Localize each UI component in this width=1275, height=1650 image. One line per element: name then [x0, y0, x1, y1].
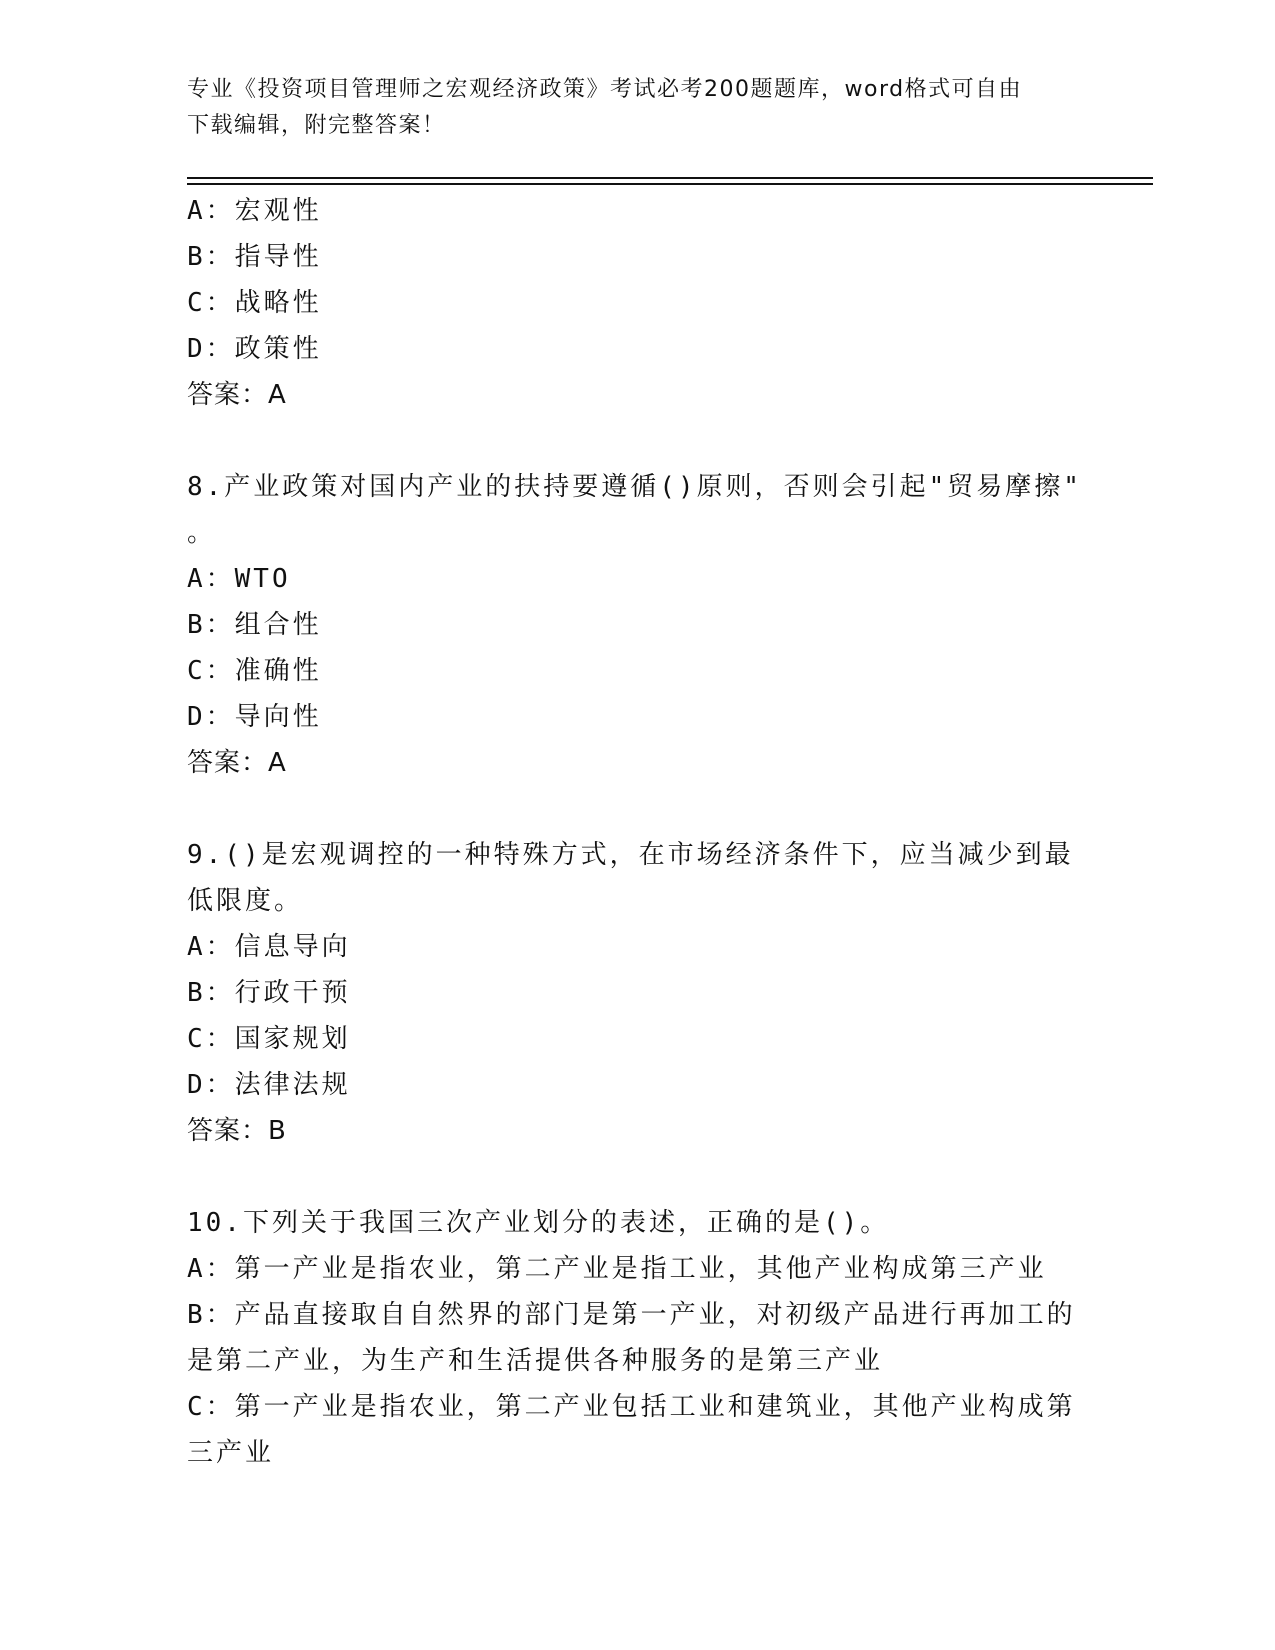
option-b: B：指导性 — [187, 242, 322, 272]
option-c: C：第一产业是指农业，第二产业包括工业和建筑业，其他产业构成第 — [187, 1392, 1076, 1422]
option-d: D：政策性 — [187, 334, 322, 364]
question-stem-continued: 低限度。 — [187, 886, 304, 916]
question-10 — [187, 1200, 1087, 1476]
option-d: D：法律法规 — [187, 1070, 351, 1100]
header-rule-top — [187, 177, 1153, 179]
option-a: A：信息导向 — [187, 932, 351, 962]
spacer — [187, 786, 1087, 832]
option-c: C：国家规划 — [187, 1024, 351, 1054]
answer: 答案：B — [187, 1116, 287, 1146]
spacer — [187, 418, 1087, 464]
option-d: D：导向性 — [187, 702, 322, 732]
question-8 — [187, 464, 1087, 786]
header-line-1: 专业《投资项目管理师之宏观经济政策》考试必考200题题库，word格式可自由 — [187, 77, 1023, 102]
option-a: A：宏观性 — [187, 196, 322, 226]
question-stem: 10.下列关于我国三次产业划分的表述，正确的是()。 — [187, 1208, 890, 1238]
option-c-continued: 三产业 — [187, 1438, 275, 1468]
option-c: C：战略性 — [187, 288, 322, 318]
question-stem-continued: 。 — [187, 518, 217, 548]
question-9 — [187, 832, 1087, 1154]
answer: 答案：A — [187, 380, 287, 410]
option-b: B：行政干预 — [187, 978, 351, 1008]
header-rule-bottom — [187, 183, 1153, 185]
question-stem: 8.产业政策对国内产业的扶持要遵循()原则，否则会引起"贸易摩擦" — [187, 472, 1082, 502]
question-7 — [187, 188, 1087, 418]
question-list — [187, 188, 1087, 1476]
option-a: A：第一产业是指农业，第二产业是指工业，其他产业构成第三产业 — [187, 1254, 1047, 1284]
header-line-2: 下载编辑，附完整答案！ — [187, 113, 446, 138]
option-b: B：组合性 — [187, 610, 322, 640]
option-b-continued: 是第二产业，为生产和生活提供各种服务的是第三产业 — [187, 1346, 884, 1376]
question-stem: 9.()是宏观调控的一种特殊方式，在市场经济条件下，应当减少到最 — [187, 840, 1074, 870]
option-a: A：WTO — [187, 564, 291, 594]
answer: 答案：A — [187, 748, 287, 778]
option-c: C：准确性 — [187, 656, 322, 686]
document-header — [187, 72, 1087, 144]
spacer — [187, 1154, 1087, 1200]
option-b: B：产品直接取自自然界的部门是第一产业，对初级产品进行再加工的 — [187, 1300, 1076, 1330]
